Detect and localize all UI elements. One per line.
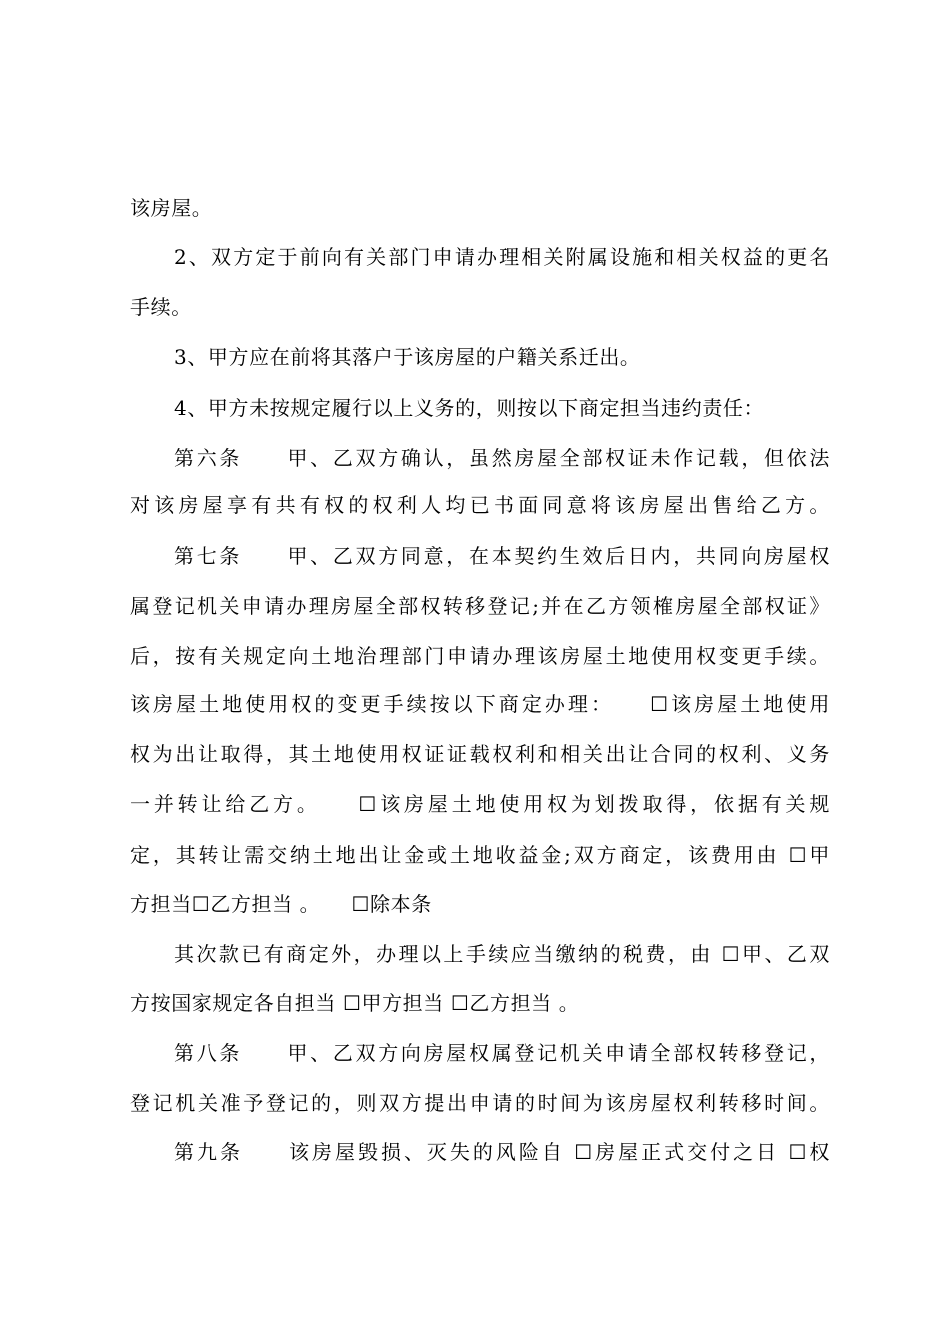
text-line-2: 2、双方定于前向有关部门申请办理相关附属设施和相关权益的更名	[174, 245, 830, 269]
text-line-9: 属登记机关申请办理房屋全部权转移登记;并在乙方领榷房屋全部权证》	[130, 594, 830, 618]
text-line-6: 第六条 甲、乙双方确认，虽然房屋全部权证未作记载，但依法	[174, 446, 830, 470]
text-line-15: 方担当☐乙方担当 。 ☐除本条	[130, 892, 432, 916]
text-line-5: 4、甲方未按规定履行以上义务的，则按以下商定担当违约责任：	[174, 396, 765, 420]
text-line-7: 对该房屋享有共有权的权利人均已书面同意将该房屋出售给乙方。	[130, 493, 830, 517]
text-line-18: 第八条 甲、乙双方向房屋权属登记机关申请全部权转移登记，	[174, 1041, 830, 1065]
text-line-12: 权为出让取得，其土地使用权证证载权利和相关出让合同的权利、义务	[130, 742, 830, 766]
text-line-8: 第七条 甲、乙双方同意，在本契约生效后日内，共同向房屋权	[174, 544, 830, 568]
text-line-4: 3、甲方应在前将其落户于该房屋的户籍关系迁出。	[174, 345, 641, 369]
text-line-16: 其次款已有商定外，办理以上手续应当缴纳的税费，由 ☐甲、乙双	[174, 942, 830, 966]
text-line-13: 一并转让给乙方。 ☐该房屋土地使用权为划拨取得，依据有关规	[130, 792, 830, 816]
text-line-3: 手续。	[130, 295, 192, 319]
text-line-10: 后，按有关规定向土地治理部门申请办理该房屋土地使用权变更手续。	[130, 644, 830, 668]
text-line-1: 该房屋。	[130, 196, 213, 220]
text-line-11: 该房屋土地使用权的变更手续按以下商定办理： ☐该房屋土地使用	[130, 692, 830, 716]
text-line-14: 定，其转让需交纳土地出让金或土地收益金;双方商定，该费用由 ☐甲	[130, 843, 830, 867]
text-line-19: 登记机关准予登记的，则双方提出申请的时间为该房屋权利转移时间。	[130, 1091, 830, 1115]
text-line-17: 方按国家规定各自担当 ☐甲方担当 ☐乙方担当 。	[130, 991, 580, 1015]
text-line-20: 第九条 该房屋毁损、灭失的风险自 ☐房屋正式交付之日 ☐权	[174, 1140, 830, 1164]
